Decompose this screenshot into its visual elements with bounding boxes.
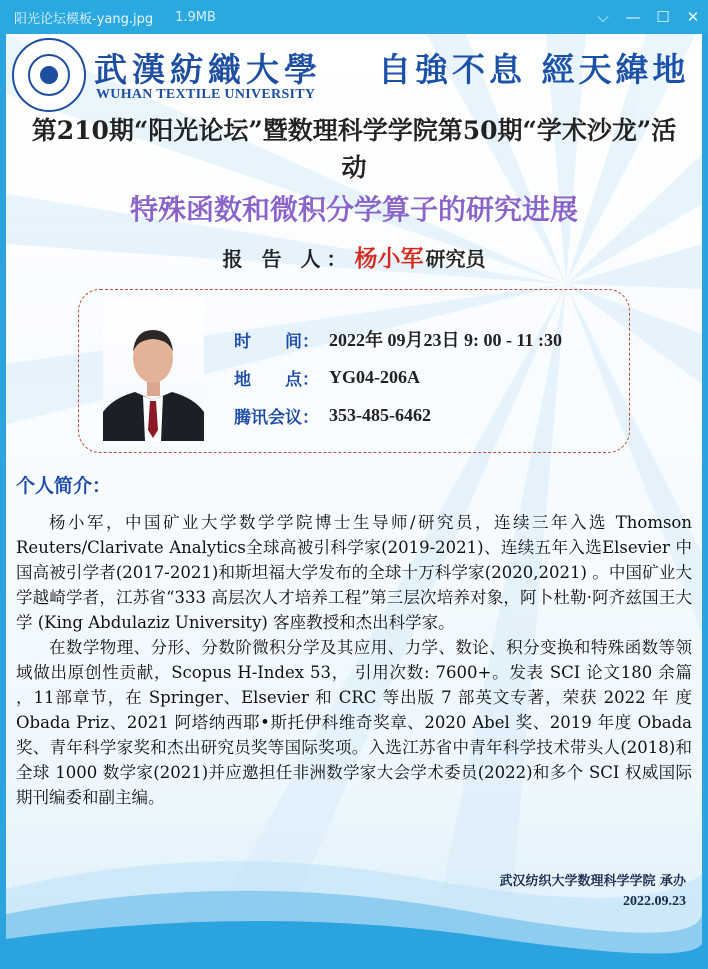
bio-text <box>16 510 692 810</box>
speaker-line <box>6 240 702 273</box>
speaker-photo <box>103 300 204 441</box>
window-filename: 阳光论坛模板-yang.jpg <box>14 11 154 27</box>
university-seal-icon <box>12 38 86 112</box>
minimize-icon[interactable]: — <box>625 8 641 26</box>
window-filesize: 1.9MB <box>175 9 216 25</box>
event-title: 第210期“阳光论坛”暨数理科学学院第50期“学术沙龙”活动 <box>31 116 677 182</box>
info-meeting <box>234 396 562 434</box>
dropdown-icon[interactable]: ⌵ <box>597 8 609 26</box>
maximize-icon[interactable]: ☐ <box>656 8 670 26</box>
window-controls <box>588 0 708 34</box>
place-label: 地 点： <box>234 369 319 390</box>
window-titlebar <box>0 0 708 34</box>
time-value: 2022年 09月23日 9: 00 - 11 :30 <box>329 330 562 350</box>
info-place <box>234 358 562 396</box>
meeting-label: 腾讯会议： <box>234 407 319 428</box>
meeting-value: 353-485-6462 <box>329 404 431 425</box>
bio-paragraph: 杨小军，中国矿业大学数学学院博士生导师/研究员，连续三年入选 Thomson Reuters/Clarivate Analytics全球高被引科学家(2019-2021)、连续五年入选Elsevier 中国高被引学者(2017-2021)和斯坦福大学发布的全球十万科学家(2020,2021) 。中国矿业大学越崎学者，江苏省“333 高层次人才培养工程”第三层次培养对象，阿卜杜勒·阿齐兹国王大学 (King Abdulaziz University) 客座教授和杰出科学家。 <box>16 513 692 632</box>
speaker-label: 报 告 人： <box>222 247 353 271</box>
talk-title: 特殊函数和微积分学算子的研究进展 <box>129 193 578 226</box>
decorative-wave <box>6 819 702 969</box>
info-rows <box>234 320 562 434</box>
university-name-en: WUHAN TEXTILE UNIVERSITY <box>96 87 316 102</box>
university-name-cn: 武漢紡織大學 <box>94 50 322 89</box>
bio-paragraph: 在数学物理、分形、分数阶微积分学及其应用、力学、数论、积分变换和特殊函数等领域做出原创性贡献，Scopus H-Index 53， 引用次数: 7600+。发表 SCI 论文180 余篇 ，11部章节，在 Springer、Elsevier 和 CRC 等出版 7 部英文专著，荣获 2022 年 度 Obada Priz、2021 阿塔纳西耶•斯托伊科维奇奖章、2020 Abel 奖、2019 年度 Obada 奖、青年科学家奖和杰出研究员奖等国际奖项。入选江苏省中青年科学技术带头人(2018)和全球 1000 数学家(2021)并应邀担任非洲数学家大会学术委员(2022)和多个 SCI 权威国际期刊编委和副主编。 <box>16 638 692 807</box>
close-icon[interactable]: ✕ <box>686 8 700 26</box>
speaker-title: 研究员 <box>425 247 486 271</box>
poster-date: 2022.09.23 <box>623 894 686 909</box>
place-value: YG04-206A <box>329 366 420 387</box>
time-label: 时 间： <box>234 331 319 352</box>
bio-heading: 个人简介： <box>16 475 112 497</box>
university-motto: 自強不息 經天緯地 <box>378 50 690 89</box>
organizer-text: 武汉纺织大学数理科学学院 承办 <box>499 874 686 889</box>
poster-image <box>6 34 702 969</box>
speaker-name: 杨小军 <box>354 246 424 272</box>
info-time <box>234 320 562 358</box>
